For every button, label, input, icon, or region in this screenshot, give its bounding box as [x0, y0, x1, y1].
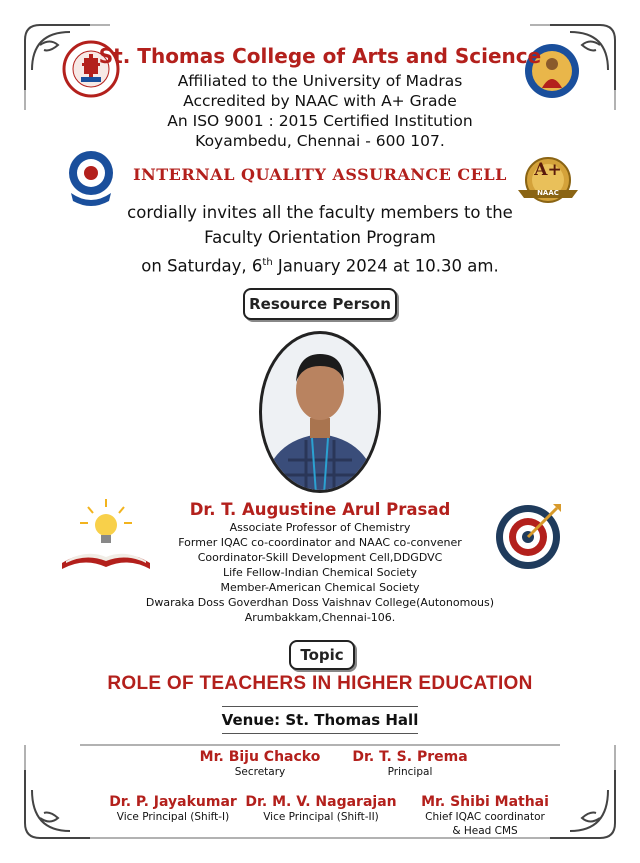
topic-title: ROLE OF TEACHERS IN HIGHER EDUCATION [107, 673, 533, 694]
official-iqac-coordinator [400, 794, 570, 838]
official-role: Chief IQAC coordinator [425, 811, 545, 823]
official-role: Vice Principal (Shift-II) [263, 811, 379, 823]
official-role: Principal [387, 766, 433, 778]
invitation-date-prefix: on Saturday, 6 [141, 256, 263, 276]
invitation-line-1: cordially invites all the faculty members to the [127, 203, 513, 222]
resource-person-heading: Resource Person [243, 288, 397, 320]
resource-person-name: Dr. T. Augustine Arul Prasad [189, 500, 451, 519]
accreditation-text: Accredited by NAAC with A+ Grade [183, 92, 457, 110]
venue-divider-top [222, 706, 418, 707]
resource-person-detail: Life Fellow-Indian Chemical Society [222, 566, 418, 579]
official-principal [310, 749, 510, 779]
invitation-date-suffix: th [262, 257, 273, 268]
resource-person-detail: Associate Professor of Chemistry [229, 521, 411, 534]
official-role: Secretary [234, 766, 286, 778]
resource-person-detail: Coordinator-Skill Development Cell,DDGDVC [197, 551, 443, 564]
official-name: Mr. Shibi Mathai [421, 794, 549, 810]
official-name: Dr. T. S. Prema [352, 749, 468, 765]
naac-badge [516, 156, 580, 206]
college-name: St. Thomas College of Arts and Science [98, 44, 542, 68]
naac-label: NAAC [537, 189, 559, 197]
iqac-title: INTERNAL QUALITY ASSURANCE CELL [133, 165, 507, 184]
official-role-secondary: & Head CMS [452, 825, 518, 837]
official-name: Dr. M. V. Nagarajan [245, 794, 397, 810]
official-name: Dr. P. Jayakumar [109, 794, 237, 810]
invitation-line-2: Faculty Orientation Program [204, 228, 436, 247]
iso-text: An ISO 9001 : 2015 Certified Institution [167, 112, 473, 130]
resource-person-detail: Arumbakkam,Chennai-106. [244, 611, 396, 624]
official-name: Mr. Biju Chacko [199, 749, 321, 765]
naac-grade: A+ [534, 160, 562, 180]
resource-person-detail: Dwaraka Doss Goverdhan Doss Vaishnav College(Autonomous) [145, 596, 495, 609]
invitation-line-3 [0, 250, 640, 279]
affiliation-text: Affiliated to the University of Madras [177, 72, 463, 90]
invitation-date-rest: January 2024 at 10.30 am. [272, 256, 499, 276]
official-vice-principal-2 [226, 794, 416, 824]
resource-person-photo [258, 330, 382, 494]
resource-person-detail: Former IQAC co-coordinator and NAAC co-convener [178, 536, 462, 549]
venue-text: Venue: St. Thomas Hall [221, 711, 419, 729]
official-role: Vice Principal (Shift-I) [116, 811, 230, 823]
resource-person-detail: Member-American Chemical Society [220, 581, 420, 594]
venue-divider-bottom [222, 733, 418, 734]
address-text: Koyambedu, Chennai - 600 107. [195, 132, 445, 150]
topic-heading: Topic [289, 640, 355, 670]
